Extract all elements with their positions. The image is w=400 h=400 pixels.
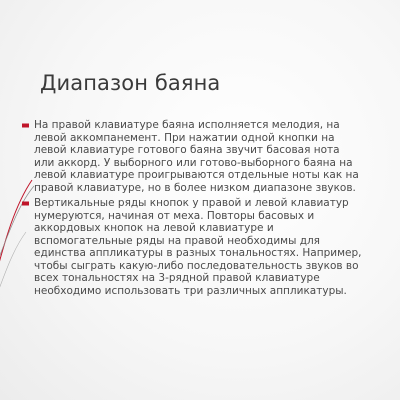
bullet-text-line: левой аккомпанемент. При нажатии одной кнопки на	[34, 131, 335, 144]
bullet-text-line: чтобы сыграть какую-либо последовательность звуков во	[34, 259, 359, 272]
bullet-text-line: правой клавиатуре, но в более низком диапазоне звуков.	[34, 181, 356, 194]
bullet-text-line: аккордовых кнопок на левой клавиатуре и	[34, 222, 274, 234]
slide-title: Диапазон баяна	[40, 71, 221, 95]
bullet-text-line: единства аппликатуры в разных тональностях. Например,	[34, 247, 362, 259]
bullet-text-line: всех тональностях на 3-рядной правой клавиатуре	[34, 272, 320, 284]
bullet-marker-icon	[22, 200, 29, 207]
bullet-text-line: левой клавиатуре проигрываются отдельные ноты как на	[34, 169, 359, 181]
bullet-text-line: левой клавиатуре готового баяна звучит басовая нота	[34, 144, 340, 156]
bullet-text-line: нумеруются, начиная от меха. Повторы басовых и	[34, 209, 315, 222]
bullet-text-line: На правой клавиатуре баяна исполняется мелодия, на	[34, 119, 340, 131]
bullet-item	[22, 119, 400, 194]
bullet-text-line: необходимо использовать три различных аппликатуры.	[34, 284, 347, 297]
bullet-text-line: вспомогательные ряды на правой необходимы для	[34, 234, 321, 247]
bullet-text-line: Вертикальные ряды кнопок у правой и левой клавиатур	[34, 197, 349, 209]
bullet-list	[22, 119, 400, 300]
bullet-item	[22, 197, 400, 297]
bullet-marker-icon	[22, 122, 29, 129]
bullet-text-line: или аккорд. У выборного или готово-выборного баяна на	[34, 156, 353, 169]
